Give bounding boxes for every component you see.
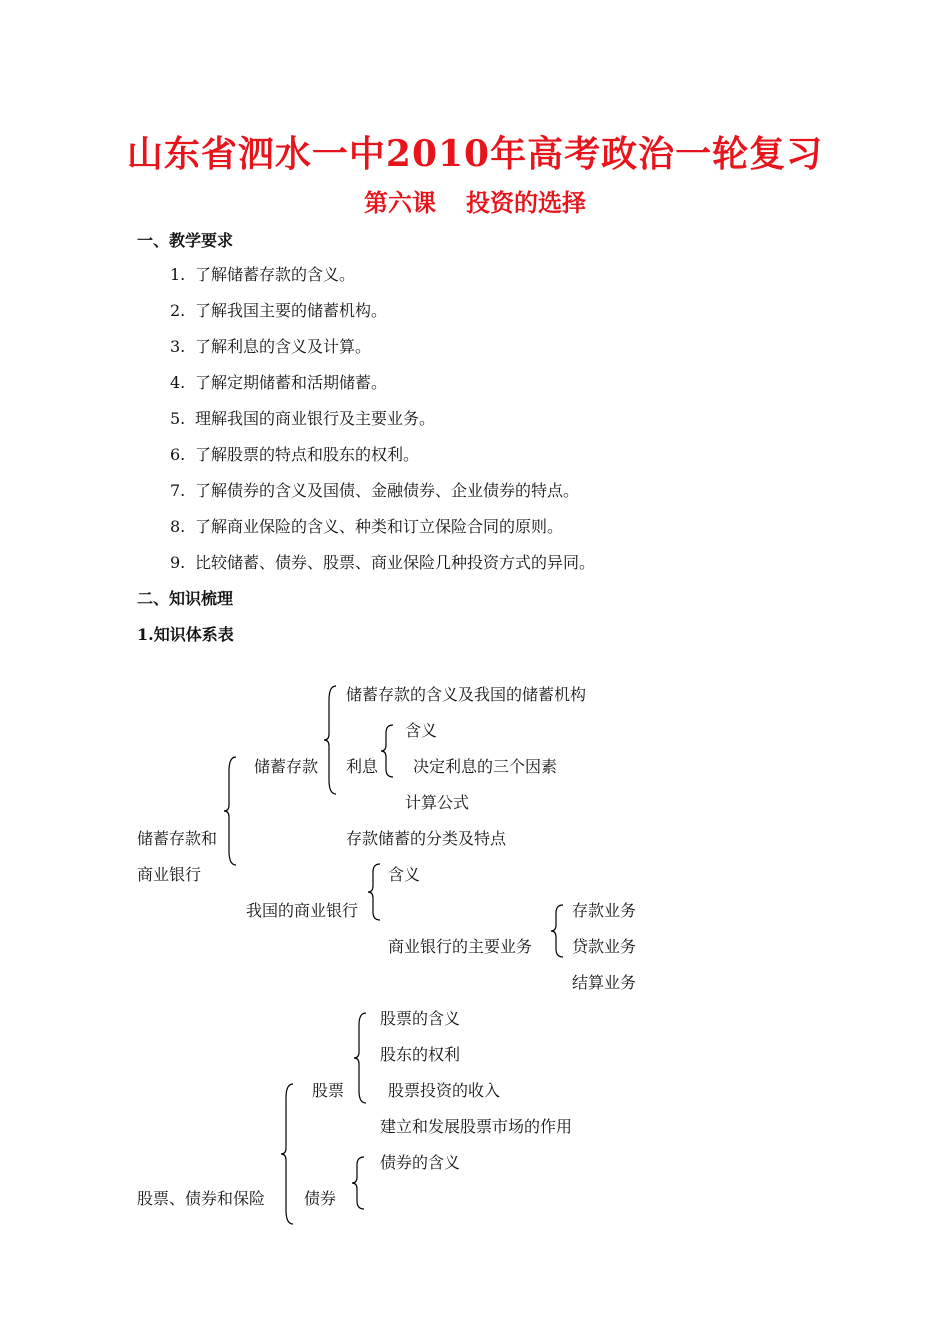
tree-node: 建立和发展股票市场的作用 [380, 1117, 573, 1136]
tree-node: 股票的含义 [380, 1009, 461, 1028]
list-item: 4. 了解定期储蓄和活期储蓄。 [170, 373, 388, 392]
brace-bond [352, 1157, 366, 1209]
tree-node: 股东的权利 [380, 1045, 461, 1064]
tree-root: 股票、债券和保险 [137, 1189, 266, 1208]
brace-business [551, 905, 565, 957]
lesson-topic: 投资的选择 [466, 188, 586, 217]
list-item: 6. 了解股票的特点和股东的权利。 [170, 445, 420, 464]
tree-node: 储蓄存款 [254, 757, 319, 776]
brace-bank [368, 864, 382, 920]
tree-node: 决定利息的三个因素 [413, 757, 558, 776]
tree-root: 商业银行 [137, 865, 202, 884]
list-item: 5. 理解我国的商业银行及主要业务。 [170, 409, 436, 428]
list-item: 7. 了解债券的含义及国债、金融债券、企业债券的特点。 [170, 481, 580, 500]
tree-node: 计算公式 [405, 793, 470, 812]
list-item: 8. 了解商业保险的含义、种类和订立保险合同的原则。 [170, 517, 564, 536]
tree-node: 股票投资的收入 [388, 1081, 501, 1100]
tree-node: 商业银行的主要业务 [388, 937, 533, 956]
section-heading-knowledge: 二、知识梳理 [137, 589, 234, 608]
tree-node: 储蓄存款的含义及我国的储蓄机构 [346, 685, 587, 704]
list-item: 3. 了解利息的含义及计算。 [170, 337, 372, 356]
tree-node: 贷款业务 [572, 937, 637, 956]
list-item: 1. 了解储蓄存款的含义。 [170, 265, 356, 284]
tree-node: 存款业务 [572, 901, 637, 920]
tree-node: 债券 [304, 1189, 337, 1208]
brace-stock [354, 1013, 368, 1103]
brace-savings [324, 686, 338, 794]
brace-root-1 [224, 757, 238, 865]
lesson-subtitle [0, 183, 950, 218]
subheading-knowledge-system: 1.知识体系表 [137, 625, 234, 644]
brace-interest [381, 725, 395, 777]
list-item: 9. 比较储蓄、债券、股票、商业保险几种投资方式的异同。 [170, 553, 596, 572]
tree-node: 存款储蓄的分类及特点 [346, 829, 507, 848]
tree-root: 储蓄存款和 [137, 829, 218, 848]
tree-node: 含义 [405, 721, 438, 740]
tree-node: 含义 [388, 865, 421, 884]
section-heading-requirements: 一、教学要求 [137, 231, 234, 250]
tree-node: 利息 [346, 757, 379, 776]
list-item: 2. 了解我国主要的储蓄机构。 [170, 301, 388, 320]
tree-node: 债券的含义 [380, 1153, 461, 1172]
page-title: 山东省泗水一中2010年高考政治一轮复习 [126, 133, 824, 175]
lesson-number: 第六课 [364, 188, 436, 217]
tree-node: 我国的商业银行 [246, 901, 359, 920]
tree-node: 股票 [312, 1081, 345, 1100]
tree-node: 结算业务 [572, 973, 637, 992]
brace-root-2 [281, 1084, 295, 1224]
